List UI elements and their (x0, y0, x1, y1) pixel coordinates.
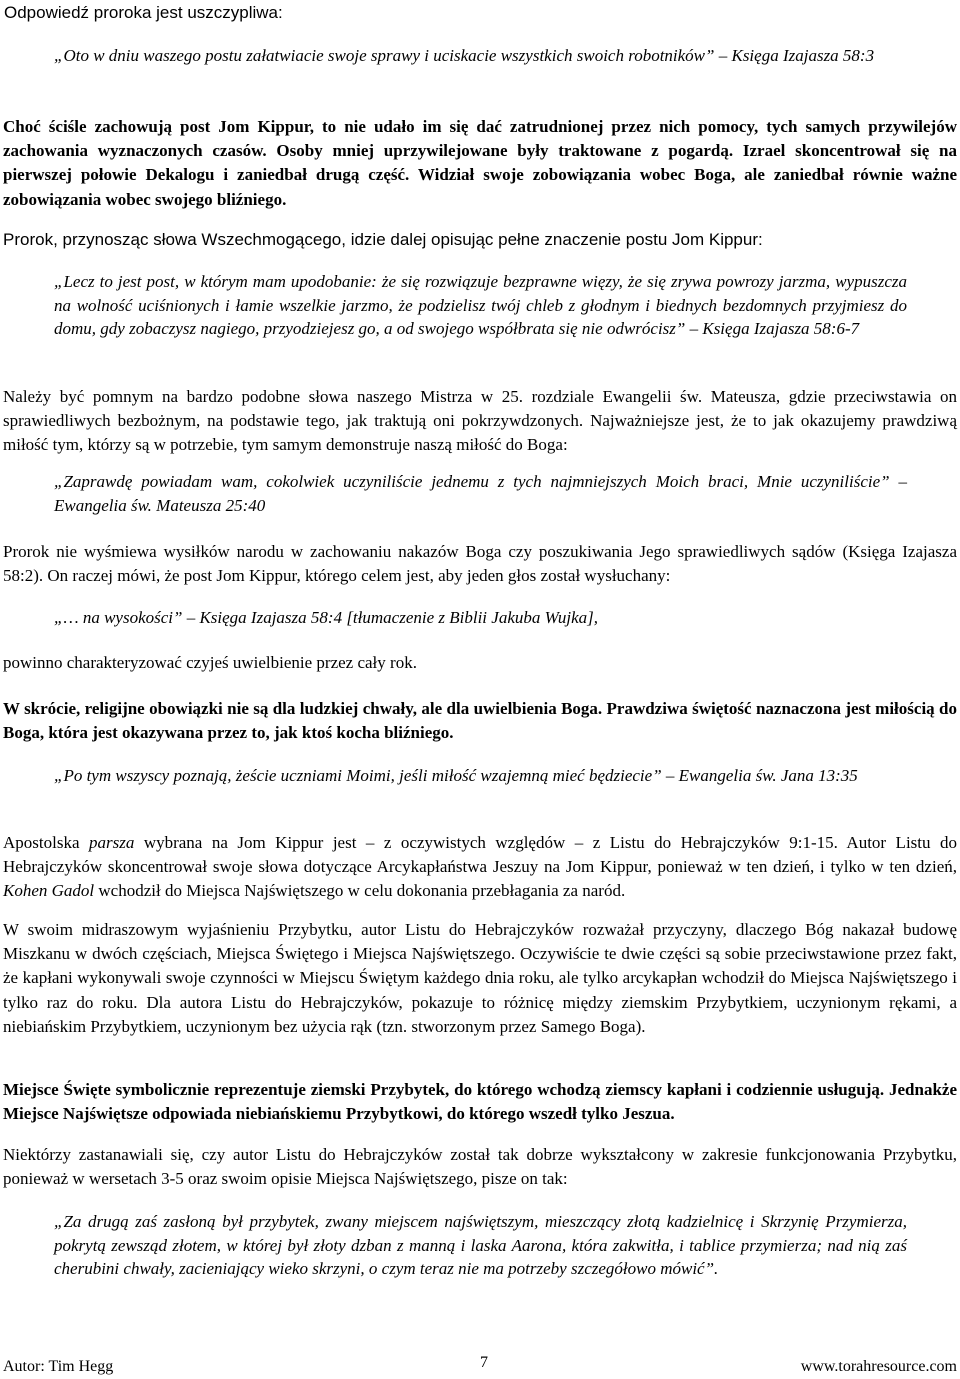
paragraph-4: Prorok nie wyśmiewa wysiłków narodu w zachowaniu nakazów Boga czy poszukiwania Jego sprawiedliwych sądów (Księga Izajasza 58:2). On raczej mówi, że post Jom Kippur, którego celem jest, aby jeden głos został wysłuchany: (3, 542, 957, 586)
paragraph-bold-2: W skrócie, religijne obowiązki nie są dla ludzkiej chwały, ale dla uwielbienia Boga. Prawdziwa świętość naznaczona jest miłością do Boga, która jest okazywana przez to, jak ktoś kocha bliźniego. (3, 699, 957, 743)
paragraph-2: Prorok, przynosząc słowa Wszechmogącego, idzie dalej opisując pełne znaczenie postu Jom Kippur: (3, 230, 763, 249)
quote-hebrews-9-3-5: „Za drugą zaś zasłoną był przybytek, zwany miejscem najświętszym, mieszczący złotą kadzielnicę i Skrzynię Przymierza, pokrytą zewsząd złotem, w której był złoty dzban z manną i laska Aarona, która zakwitła, i tablice przymierza; nad nią zaś cherubini chwały, zacieniający wieko skrzyni, o czym teraz nie ma potrzeby szczegółowo mówić”. (54, 1212, 907, 1279)
paragraph-bold-3: Miejsce Święte symbolicznie reprezentuje ziemski Przybytek, do którego wchodzą ziemscy kapłani i codziennie usługują. Jednakże Miejsce Najświętsze odpowiada niebiańskiemu Przybytkowi, do którego wszedł tylko Jeszua. (3, 1080, 957, 1124)
footer-website: www.torahresource.com (800, 1358, 957, 1375)
paragraph-5: powinno charakteryzować czyjeś uwielbienie przez cały rok. (3, 653, 417, 672)
paragraph-8: Niektórzy zastanawiali się, czy autor Listu do Hebrajczyków został tak dobrze wykształcony w zakresie funkcjonowania Przybytku, ponieważ w wersetach 3-5 oraz swoim opisie Miejsca Najświętszego, pisze on tak: (3, 1145, 957, 1189)
footer-page-number: 7 (480, 1354, 488, 1371)
term-parsza: parsza (88, 833, 135, 852)
footer-author: Autor: Tim Hegg (3, 1358, 114, 1375)
paragraph-7: W swoim midraszowym wyjaśnieniu Przybytku, autor Listu do Hebrajczyków rozważał przyczyny, dlaczego Bóg nakazał budowę Miszkanu w dwóch częściach, Miejsca Świętego i Miejsca Najświętszego. Oczywiście te dwie części są sobie przeciwstawione przez fakt, że kapłani wykonywali swoje czynności w Miejscu Świętym każdego dnia roku, ale tylko arcykapłan wchodził do Miejsca Najświętszego i tylko raz do roku. Dla autora Listu do Hebrajczyków, pokazuje to różnicę między ziemskim Przybytkiem, uczynionym rękami, a niebiańskim Przybytkiem, uczynionym bez użycia rąk (tzn. stworzonym przez Samego Boga). (3, 920, 957, 1036)
paragraph-bold-1: Choć ściśle zachowują post Jom Kippur, to nie udało im się dać zatrudnionej przez nich pomocy, tych samych przywilejów zachowania wyznaczonych czasów. Osoby mniej uprzywilejowane były traktowane z pogardą. Izrael skoncentrował się na pierwszej połowie Dekalogu i zaniedbał drugą część. Widział swoje zobowiązania wobec Boga, ale zaniedbał równie ważne zobowiązania wobec swojego bliźniego. (3, 117, 957, 209)
quote-isaiah-58-6-7: „Lecz to jest post, w którym mam upodobanie: że się rozwiązuje bezprawne więzy, że się zrywa powrozy jarzma, wypuszcza na wolność uciśnionych i łamie wszelkie jarzmo, że podzielisz twój chleb z głodnym i biednych bezdomnych przyjmiesz do domu, gdy zobaczysz nagiego, przyodziejesz go, a od swojego współbrata się nie odwrócisz” – Księga Izajasza 58:6-7 (54, 272, 907, 339)
paragraph-6: Apostolska parsza wybrana na Jom Kippur jest – z oczywistych względów – z Listu do Hebrajczyków 9:1-15. Autor Listu do Hebrajczyków skoncentrował swoje słowa dotyczące Arcykapłaństwa Jeszuy na Jom Kippur, ponieważ w ten dzień, i tylko w ten dzień, Kohen Gadol wchodził do Miejsca Najświętszego w celu dokonania przebłagania za naród. (3, 833, 957, 901)
quote-matthew-25-40: „Zaprawdę powiadam wam, cokolwiek uczyniliście jednemu z tych najmniejszych Moich braci, Mnie uczyniliście” – Ewangelia św. Mateusza 25:40 (54, 472, 907, 515)
quote-isaiah-58-3: „Oto w dniu waszego postu załatwiacie swoje sprawy i uciskacie wszystkich swoich robotników” – Księga Izajasza 58:3 (54, 46, 875, 65)
quote-isaiah-58-4: „… na wysokości” – Księga Izajasza 58:4 [tłumaczenie z Biblii Jakuba Wujka], (54, 608, 598, 627)
paragraph-3: Należy być pomnym na bardzo podobne słowa naszego Mistrza w 25. rozdziale Ewangelii św. Mateusza, gdzie przeciwstawia on sprawiedliwych bezbożnym, na podstawie tego, jak traktują oni pokrzywdzonych. Najważniejsze jest, że to jak okazujemy prawdziwą miłość tym, którzy są w potrzebie, tym samym demonstruje naszą miłość do Boga: (3, 387, 957, 455)
term-kohen-gadol: Kohen Gadol (3, 881, 95, 901)
quote-john-13-35: „Po tym wszyscy poznają, żeście uczniami Moimi, jeśli miłość wzajemną mieć będziecie” – Ewangelia św. Jana 13:35 (54, 766, 858, 785)
intro-heading: Odpowiedź proroka jest uszczypliwa: (4, 3, 283, 22)
